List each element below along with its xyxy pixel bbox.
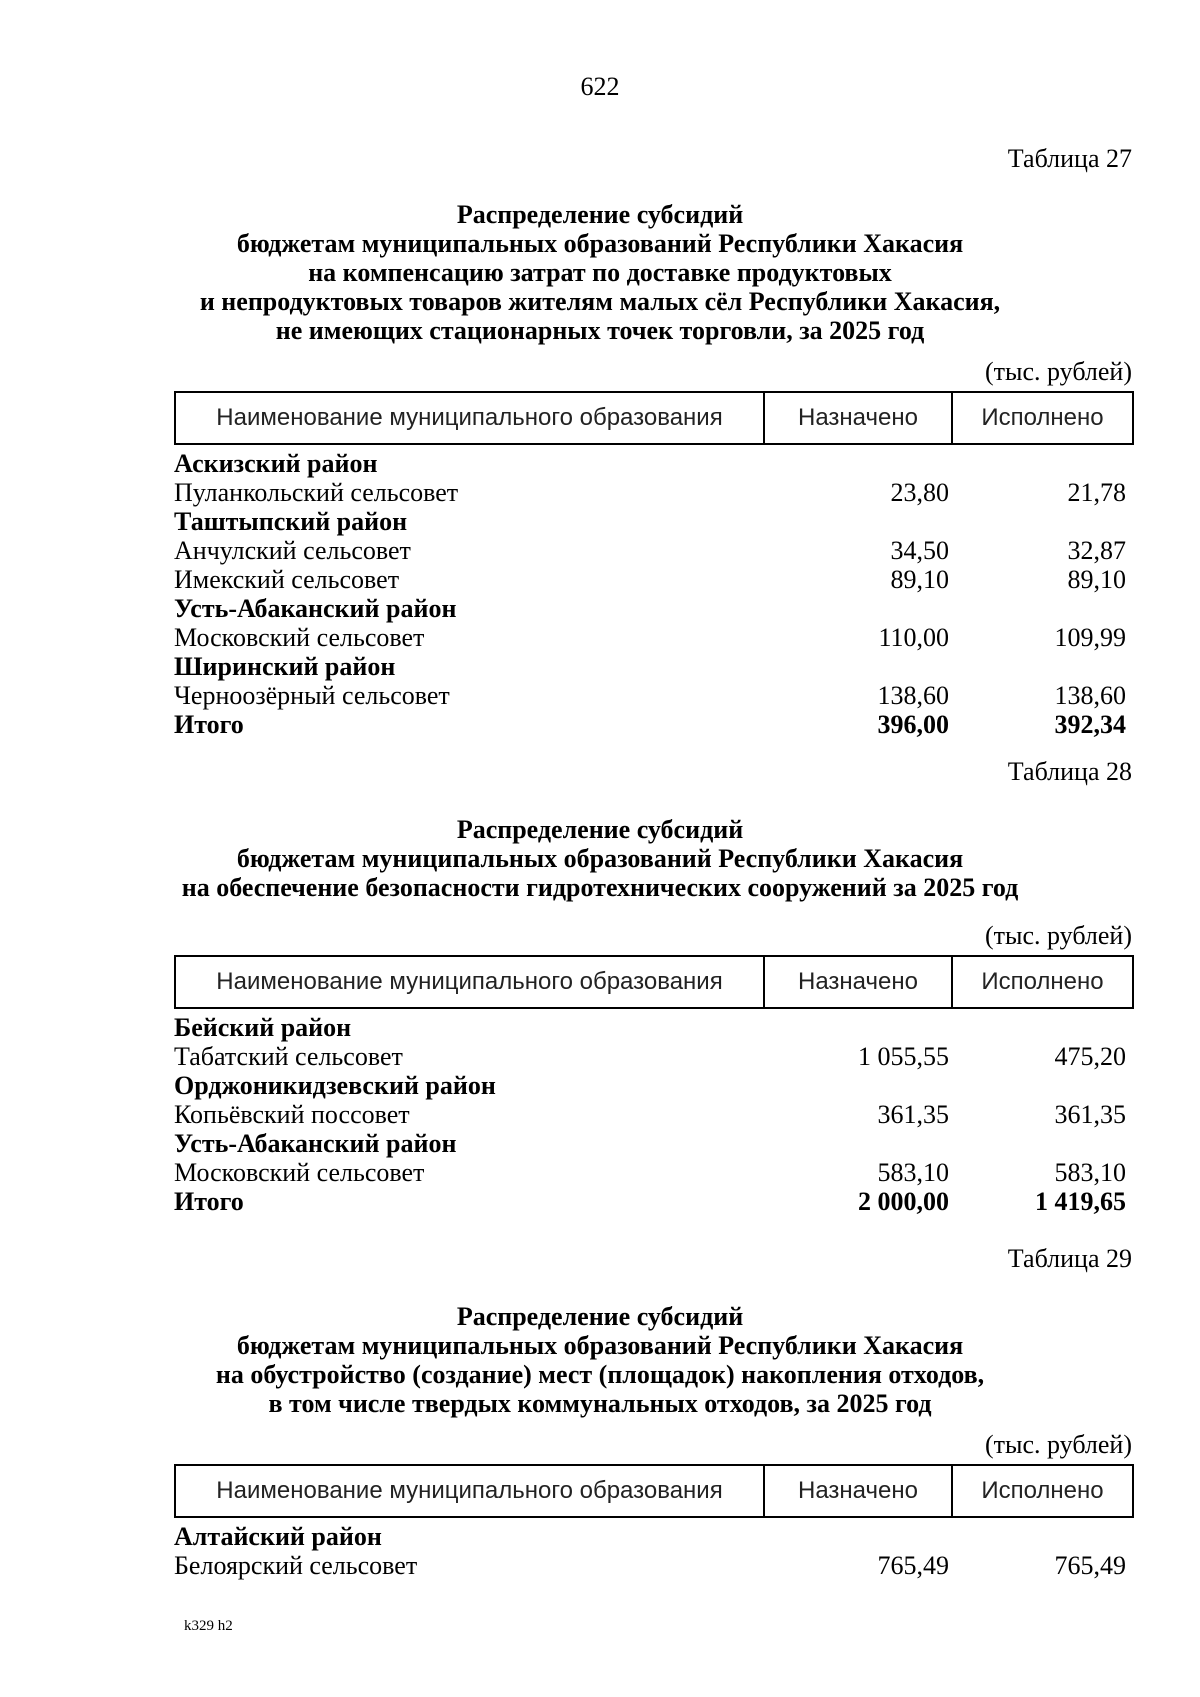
table-row bbox=[174, 565, 1134, 594]
table-29-title bbox=[0, 1302, 1200, 1418]
header-executed: Исполнено bbox=[981, 968, 1104, 995]
header-assigned: Назначено bbox=[765, 393, 953, 443]
row-name: Таштыпский район bbox=[174, 507, 408, 536]
assigned-value: 138,60 bbox=[877, 681, 949, 710]
executed-value: 475,20 bbox=[1054, 1042, 1126, 1071]
district-row bbox=[174, 594, 1134, 623]
row-name: Черноозёрный сельсовет bbox=[174, 681, 450, 710]
executed-value: 138,60 bbox=[1054, 681, 1126, 710]
row-name: Московский сельсовет bbox=[174, 1158, 425, 1187]
row-name: Пуланкольский сельсовет bbox=[174, 478, 459, 507]
table-27-body bbox=[174, 449, 1134, 739]
row-name: Московский сельсовет bbox=[174, 623, 425, 652]
row-name: Усть-Абаканский район bbox=[174, 1129, 457, 1158]
table-29-label: Таблица 29 bbox=[1007, 1244, 1132, 1273]
executed-value: 89,10 bbox=[1067, 565, 1126, 594]
assigned-value: 396,00 bbox=[877, 710, 949, 739]
title-line: и непродуктовых товаров жителям малых сёл Республики Хакасия, bbox=[199, 287, 1001, 316]
row-name: Аскизский район bbox=[174, 449, 378, 478]
assigned-value: 765,49 bbox=[877, 1551, 949, 1580]
header-name: Наименование муниципального образования bbox=[176, 957, 765, 1007]
assigned-value: 89,10 bbox=[890, 565, 949, 594]
table-28-header bbox=[174, 955, 1134, 1009]
title-line: в том числе твердых коммунальных отходов, за 2025 год bbox=[268, 1389, 932, 1418]
total-row bbox=[174, 710, 1134, 739]
table-row bbox=[174, 623, 1134, 652]
assigned-value: 361,35 bbox=[877, 1100, 949, 1129]
row-name: Алтайский район bbox=[174, 1522, 382, 1551]
title-line: не имеющих стационарных точек торговли, за 2025 год bbox=[275, 316, 925, 345]
executed-value: 1 419,65 bbox=[1035, 1187, 1126, 1216]
table-row bbox=[174, 1551, 1134, 1580]
table-28-title bbox=[0, 815, 1200, 902]
table-row bbox=[174, 681, 1134, 710]
assigned-value: 110,00 bbox=[878, 623, 949, 652]
district-row bbox=[174, 507, 1134, 536]
header-name: Наименование муниципального образования bbox=[176, 1466, 765, 1516]
page-number: 622 bbox=[580, 72, 620, 101]
executed-value: 392,34 bbox=[1054, 710, 1126, 739]
title-line: Распределение субсидий bbox=[456, 200, 744, 229]
table-row bbox=[174, 1100, 1134, 1129]
units-label: (тыс. рублей) bbox=[984, 1430, 1132, 1459]
row-name: Итого bbox=[174, 710, 244, 739]
district-row bbox=[174, 1522, 1134, 1551]
assigned-value: 34,50 bbox=[890, 536, 949, 565]
table-27-header bbox=[174, 391, 1134, 445]
table-27-title bbox=[0, 200, 1200, 345]
row-name: Бейский район bbox=[174, 1013, 352, 1042]
header-executed: Исполнено bbox=[981, 1477, 1104, 1504]
table-row bbox=[174, 1042, 1134, 1071]
district-row bbox=[174, 652, 1134, 681]
district-row bbox=[174, 1129, 1134, 1158]
executed-value: 21,78 bbox=[1067, 478, 1126, 507]
table-28-label: Таблица 28 bbox=[1007, 757, 1132, 786]
row-name: Табатский сельсовет bbox=[174, 1042, 403, 1071]
row-name: Белоярский сельсовет bbox=[174, 1551, 418, 1580]
row-name: Усть-Абаканский район bbox=[174, 594, 457, 623]
executed-value: 583,10 bbox=[1054, 1158, 1126, 1187]
table-row bbox=[174, 536, 1134, 565]
executed-value: 361,35 bbox=[1054, 1100, 1126, 1129]
footer-code: k329 h2 bbox=[184, 1618, 233, 1634]
header-name: Наименование муниципального образования bbox=[176, 393, 765, 443]
executed-value: 32,87 bbox=[1067, 536, 1126, 565]
executed-value: 109,99 bbox=[1054, 623, 1126, 652]
table-27-label: Таблица 27 bbox=[1007, 144, 1132, 173]
title-line: бюджетам муниципальных образований Республики Хакасия bbox=[236, 229, 964, 258]
assigned-value: 583,10 bbox=[877, 1158, 949, 1187]
units-label: (тыс. рублей) bbox=[984, 921, 1132, 950]
table-28-body bbox=[174, 1013, 1134, 1216]
title-line: Распределение субсидий bbox=[456, 1302, 744, 1331]
district-row bbox=[174, 449, 1134, 478]
row-name: Итого bbox=[174, 1187, 244, 1216]
row-name: Ширинский район bbox=[174, 652, 396, 681]
table-row bbox=[174, 478, 1134, 507]
title-line: на обеспечение безопасности гидротехнических сооружений за 2025 год bbox=[181, 873, 1019, 902]
title-line: бюджетам муниципальных образований Республики Хакасия bbox=[236, 1331, 964, 1360]
row-name: Копьёвский поссовет bbox=[174, 1100, 410, 1129]
row-name: Имекский сельсовет bbox=[174, 565, 400, 594]
title-line: на обустройство (создание) мест (площадок) накопления отходов, bbox=[215, 1360, 985, 1389]
assigned-value: 2 000,00 bbox=[858, 1187, 949, 1216]
assigned-value: 1 055,55 bbox=[858, 1042, 949, 1071]
total-row bbox=[174, 1187, 1134, 1216]
title-line: бюджетам муниципальных образований Республики Хакасия bbox=[236, 844, 964, 873]
executed-value: 765,49 bbox=[1054, 1551, 1126, 1580]
header-executed: Исполнено bbox=[981, 404, 1104, 431]
title-line: Распределение субсидий bbox=[456, 815, 744, 844]
title-line: на компенсацию затрат по доставке продуктовых bbox=[308, 258, 892, 287]
district-row bbox=[174, 1071, 1134, 1100]
header-assigned: Назначено bbox=[765, 957, 953, 1007]
table-row bbox=[174, 1158, 1134, 1187]
assigned-value: 23,80 bbox=[890, 478, 949, 507]
units-label: (тыс. рублей) bbox=[984, 357, 1132, 386]
table-29-header bbox=[174, 1464, 1134, 1518]
header-assigned: Назначено bbox=[765, 1466, 953, 1516]
district-row bbox=[174, 1013, 1134, 1042]
table-29-body bbox=[174, 1522, 1134, 1580]
row-name: Орджоникидзевский район bbox=[174, 1071, 496, 1100]
row-name: Анчулский сельсовет bbox=[174, 536, 411, 565]
